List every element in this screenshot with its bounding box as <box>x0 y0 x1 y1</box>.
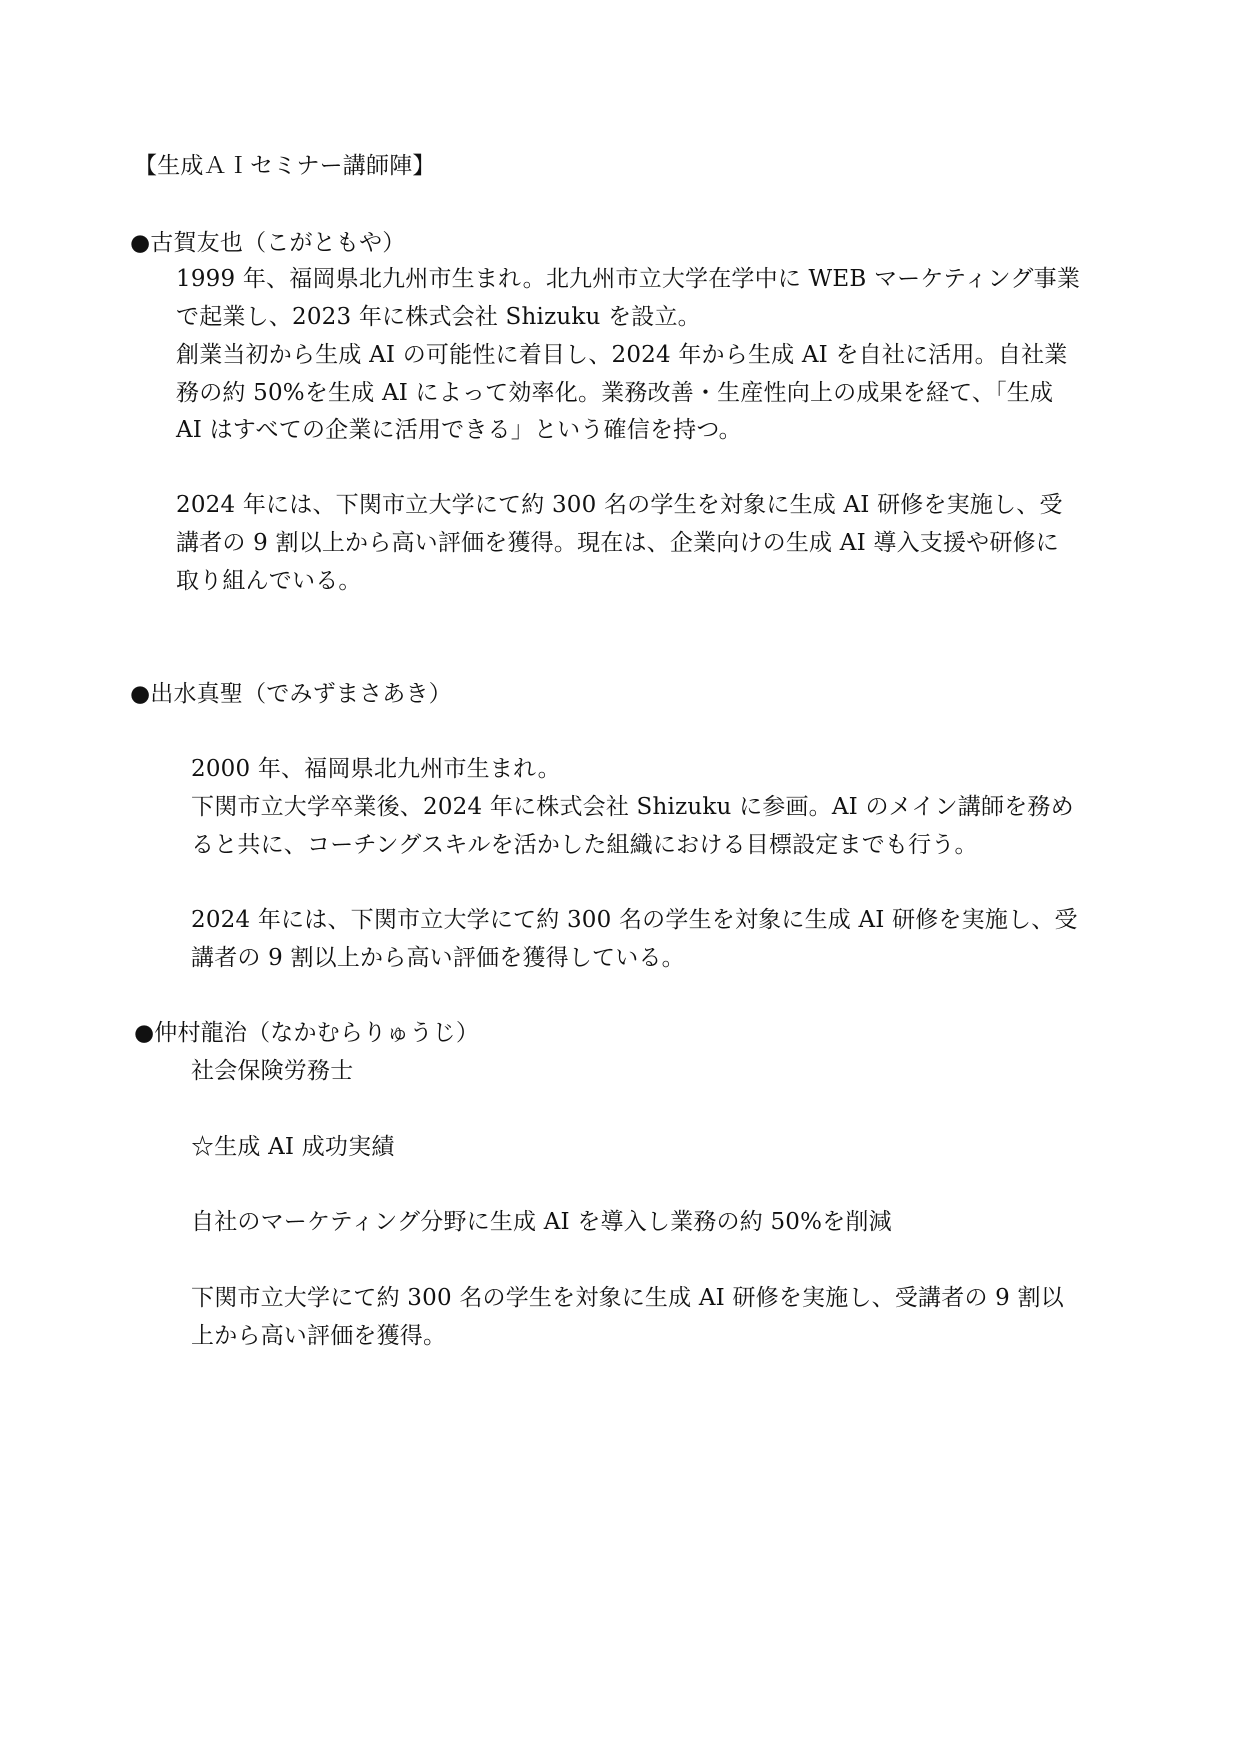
bio-line: 2024 年には、下関市立大学にて約 300 名の学生を対象に生成 AI 研修を実施し、受 <box>176 492 1063 518</box>
bio-line: ☆生成 AI 成功実績 <box>191 1134 395 1160</box>
instructor-name-koga: ●古賀友也（こがともや） <box>130 230 406 256</box>
bio-line: 1999 年、福岡県北九州市生まれ。北九州市立大学在学中に WEB マーケティング事業 <box>176 266 1081 292</box>
bio-line: 取り組んでいる。 <box>176 568 362 594</box>
bio-line: 務の約 50%を生成 AI によって効率化。業務改善・生産性向上の成果を経て、「生成 <box>176 380 1054 406</box>
bio-line: 下関市立大学にて約 300 名の学生を対象に生成 AI 研修を実施し、受講者の 9 割以 <box>191 1285 1064 1311</box>
bio-line: 上から高い評価を獲得。 <box>191 1323 447 1349</box>
bio-line: 下関市立大学卒業後、2024 年に株式会社 Shizuku に参画。AI のメイン講師を務め <box>191 794 1074 820</box>
bio-line: 創業当初から生成 AI の可能性に着目し、2024 年から生成 AI を自社に活用。自社業 <box>176 342 1068 368</box>
bio-line: 社会保険労務士 <box>191 1058 354 1084</box>
bio-line: 自社のマーケティング分野に生成 AI を導入し業務の約 50%を削減 <box>191 1209 892 1235</box>
page-title: 【生成ＡＩセミナー講師陣】 <box>134 153 436 179</box>
bio-line: 講者の 9 割以上から高い評価を獲得。現在は、企業向けの生成 AI 導入支援や研修に <box>176 530 1059 556</box>
bio-line: AI はすべての企業に活用できる」という確信を持つ。 <box>176 417 742 443</box>
instructor-name-demizu: ●出水真聖（でみずまさあき） <box>130 681 452 707</box>
bio-line: 2024 年には、下関市立大学にて約 300 名の学生を対象に生成 AI 研修を実施し、受 <box>191 907 1078 933</box>
bio-line: 2000 年、福岡県北九州市生まれ。 <box>191 756 561 782</box>
bio-line: で起業し、2023 年に株式会社 Shizuku を設立。 <box>176 304 701 330</box>
instructor-name-nakamura: ●仲村龍治（なかむらりゅうじ） <box>134 1020 480 1046</box>
bio-line: 講者の 9 割以上から高い評価を獲得している。 <box>191 945 685 971</box>
bio-line: ると共に、コーチングスキルを活かした組織における目標設定までも行う。 <box>191 832 978 858</box>
